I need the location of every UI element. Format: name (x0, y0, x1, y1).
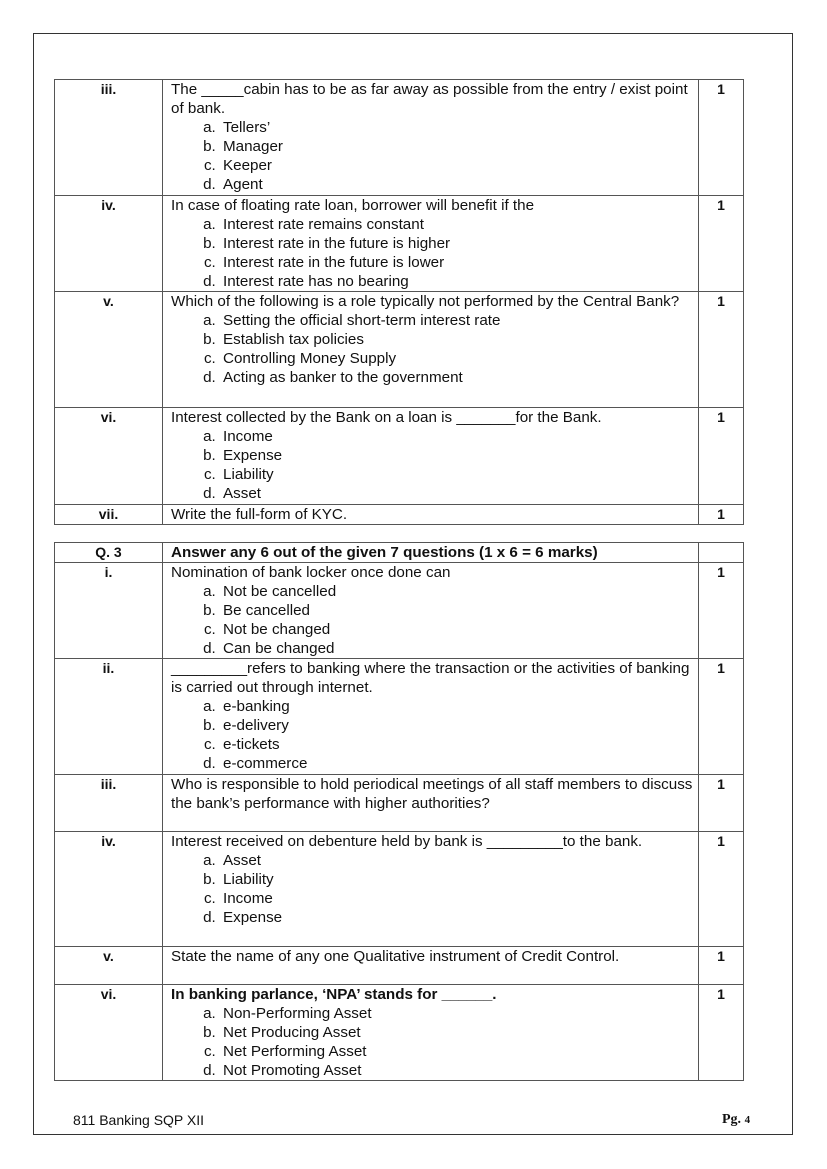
question-number: v. (55, 292, 163, 408)
marks: 1 (699, 505, 744, 525)
table-row (55, 196, 744, 292)
option: d. Can be changed (220, 639, 696, 658)
section-instruction: Answer any 6 out of the given 7 questions (1 x 6 = 6 marks) (163, 543, 699, 563)
table-row (55, 985, 744, 1081)
option: b. Establish tax policies (220, 330, 696, 349)
marks: 1 (699, 196, 744, 292)
question-cell (163, 985, 699, 1081)
option: c. e-tickets (220, 735, 696, 754)
footer-document-code: 811 Banking SQP XII (73, 1112, 205, 1128)
question-text: In case of floating rate loan, borrower will benefit if the (171, 197, 535, 214)
table-row (55, 563, 744, 659)
options-list (171, 215, 696, 291)
question-cell (163, 775, 699, 832)
marks: 1 (699, 985, 744, 1081)
question-text: Write the full-form of KYC. (171, 506, 348, 523)
option: c. Interest rate in the future is lower (220, 253, 696, 272)
marks: 1 (699, 947, 744, 985)
options-list (171, 697, 696, 773)
table-row (55, 505, 744, 525)
option: c. Income (220, 889, 696, 908)
option: d. Expense (220, 908, 696, 927)
option: b. Net Producing Asset (220, 1023, 696, 1042)
question-cell (163, 408, 699, 505)
question-table-q2 (54, 79, 744, 525)
question-cell (163, 659, 699, 775)
option: b. Liability (220, 870, 696, 889)
option: a. e-banking (220, 697, 696, 716)
table-row (55, 408, 744, 505)
question-cell (163, 292, 699, 408)
option: a. Tellers’ (220, 118, 696, 137)
option: b. e-delivery (220, 716, 696, 735)
question-text: In banking parlance, ‘NPA’ stands for ______. (171, 986, 497, 1003)
option: c. Liability (220, 465, 696, 484)
option: c. Controlling Money Supply (220, 349, 696, 368)
option: a. Income (220, 427, 696, 446)
option: c. Net Performing Asset (220, 1042, 696, 1061)
option: d. Asset (220, 484, 696, 503)
marks: 1 (699, 292, 744, 408)
question-text: Interest received on debenture held by bank is _________to the bank. (171, 833, 643, 850)
marks: 1 (699, 659, 744, 775)
question-number: v. (55, 947, 163, 985)
question-number: vi. (55, 408, 163, 505)
option: d. e-commerce (220, 754, 696, 773)
question-number: i. (55, 563, 163, 659)
option: d. Agent (220, 175, 696, 194)
page-number: 4 (744, 1114, 751, 1126)
option: a. Interest rate remains constant (220, 215, 696, 234)
question-cell (163, 947, 699, 985)
options-list (171, 582, 696, 658)
footer-page-indicator (722, 1112, 750, 1128)
option: a. Setting the official short-term interest rate (220, 311, 696, 330)
question-cell (163, 505, 699, 525)
options-list (171, 311, 696, 387)
question-number: ii. (55, 659, 163, 775)
table-row (55, 659, 744, 775)
section-number: Q. 3 (55, 543, 163, 563)
options-list (171, 1004, 696, 1080)
marks: 1 (699, 832, 744, 947)
marks: 1 (699, 563, 744, 659)
question-cell (163, 80, 699, 196)
option: c. Keeper (220, 156, 696, 175)
question-cell (163, 832, 699, 947)
question-number: iv. (55, 832, 163, 947)
question-text: The _____cabin has to be as far away as possible from the entry / exist point of bank. (171, 81, 688, 117)
option: c. Not be changed (220, 620, 696, 639)
question-text: Nomination of bank locker once done can (171, 564, 451, 581)
question-cell (163, 563, 699, 659)
question-number: vii. (55, 505, 163, 525)
page-label: Pg. (722, 1112, 742, 1127)
marks: 1 (699, 80, 744, 196)
option: a. Asset (220, 851, 696, 870)
option: d. Interest rate has no bearing (220, 272, 696, 291)
question-cell (163, 196, 699, 292)
table-row (55, 832, 744, 947)
question-text: _________refers to banking where the transaction or the activities of banking is carried out through internet. (171, 660, 690, 696)
question-table-q3 (54, 542, 744, 1081)
marks: 1 (699, 408, 744, 505)
question-text: Which of the following is a role typically not performed by the Central Bank? (171, 293, 680, 310)
table-row (55, 80, 744, 196)
option: b. Expense (220, 446, 696, 465)
options-list (171, 427, 696, 503)
options-list (171, 118, 696, 194)
option: a. Non-Performing Asset (220, 1004, 696, 1023)
question-text: Interest collected by the Bank on a loan is _______for the Bank. (171, 409, 602, 426)
table-row (55, 947, 744, 985)
question-text: State the name of any one Qualitative instrument of Credit Control. (171, 948, 620, 965)
option: b. Manager (220, 137, 696, 156)
table-row (55, 775, 744, 832)
question-number: iii. (55, 80, 163, 196)
option: b. Be cancelled (220, 601, 696, 620)
question-text: Who is responsible to hold periodical meetings of all staff members to discuss the bank’s performance with higher authorities? (171, 776, 693, 812)
marks: 1 (699, 775, 744, 832)
option: a. Not be cancelled (220, 582, 696, 601)
table-row (55, 292, 744, 408)
options-list (171, 851, 696, 927)
section-header-row (55, 543, 744, 563)
option: d. Acting as banker to the government (220, 368, 696, 387)
question-number: iv. (55, 196, 163, 292)
option: b. Interest rate in the future is higher (220, 234, 696, 253)
option: d. Not Promoting Asset (220, 1061, 696, 1080)
question-number: iii. (55, 775, 163, 832)
question-number: vi. (55, 985, 163, 1081)
marks (699, 543, 744, 563)
